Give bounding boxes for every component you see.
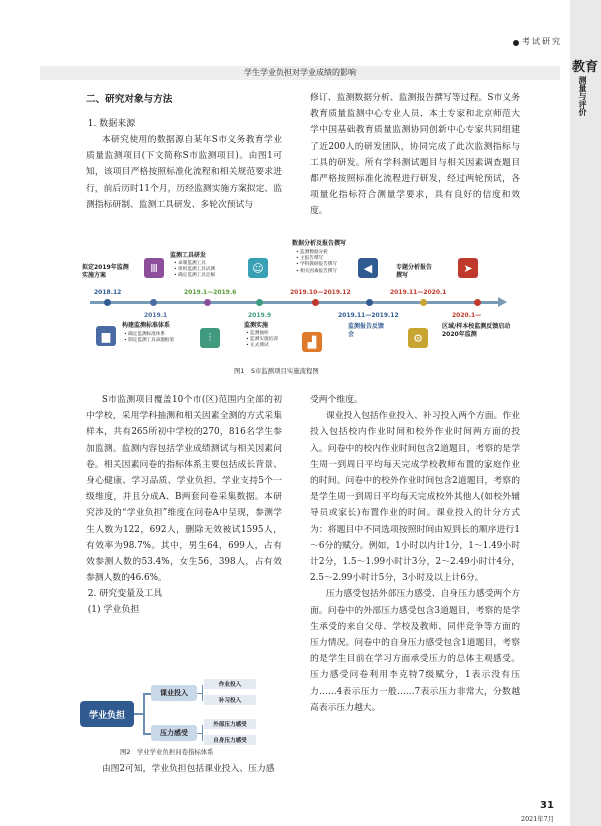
stage-date: 2019.11—2020.1: [390, 289, 447, 296]
figure-2-caption: 图2 学业学业负担问卷指标体系: [120, 748, 214, 756]
stage-items: • 监测抽样 • 监测实施培训 • 正式测试: [246, 331, 278, 350]
paragraph-figure2-intro: 由图2可知，学业负担包括课业投入、压力感: [101, 764, 275, 774]
stage-title: 监测工具研发: [170, 252, 207, 259]
timeline-dot: [104, 299, 111, 306]
sliders-icon: ⫶: [200, 328, 220, 348]
stage-date: 2019.1: [144, 312, 168, 319]
tree-leaf: 补习投入: [204, 695, 256, 705]
issue-date: 2021年7月: [521, 815, 555, 823]
running-header: [40, 66, 560, 80]
timeline-dot: [474, 299, 481, 306]
timeline-dot: [150, 299, 157, 306]
section-label: 考试研究: [522, 37, 562, 46]
stage-items: • 监测数据分析 • 主报告撰写 • 学科教研报告撰写 • 相关因素报告撰写: [296, 250, 337, 275]
tree-leaf: 作业投入: [204, 679, 256, 689]
left-column-top: [86, 92, 282, 213]
stage-title: 监测实施: [244, 322, 269, 329]
paragraph-pressure: 压力感受包括外部压力感受、自身压力感受两个方面。问卷中的外部压力感受包含3道题目，考察的是学生承受的来自父母、学校及教师、同伴竞争等方面的压力情况。问卷中的自身压力感受包含1道题目，考察的是学生目前在学习方面承受压力的总体主观感受。压力感受问卷利用李克特7级赋分，1表示没有压力……4表示压力一般……7表示压力非常大，分数越高表示压力越大。: [310, 589, 520, 713]
paragraph-continued: 修订、监测数据分析、监测报告撰写等过程。S市义务教育质量监测中心专业人员、本土专家和北京师范大学中国基础教育质量监测协同创新中心专家共同组建了近200人的研发团队，协同完成了此次监测指标与工具的研发。所有学科测试题目与相关因素调查题目都严格按照标准化流程进行研发，经过两轮预试，各项量化指标符合测量学要求，具有良好的信度和效度。: [310, 93, 520, 217]
right-column-bottom: [310, 392, 520, 716]
tree-connector: [202, 685, 203, 701]
timeline-dot: [256, 299, 263, 306]
gear-icon: ⚙: [408, 328, 428, 348]
tree-connector: [143, 693, 145, 735]
stage-date: 2019.11—2019.12: [338, 312, 399, 319]
stage-title: 构建监测标准体系: [122, 322, 171, 329]
subheading-data-source: 1. 数据来源: [87, 119, 136, 129]
paragraph-sample: S市监测项目覆盖10个市(区)范围内全部的初中学校，采用学科抽测和相关因素全测的方式采集样本，共有265所初中学校的270，816名学生参加监测。监测内容包括学业成绩测试与相关因素问卷。相关因素问卷的指标体系主要包括成长背景、身心健康、学习品质、学业负担、学业支持5个一级维度，并且分成A、B两套问卷采集数据。本研究涉及的“学业负担”维度在问卷A中呈现，参测学生人数为122，692人，删除无效被试1595人，有效率为98.7%。其中，男生64，699人，占有效参测人数的53.4%，女生56，398人，占有效参测人数的46.6%。: [86, 395, 282, 584]
left-column-last: [86, 761, 282, 777]
figure-1-caption: 图1 S市监测项目实施流程图: [234, 367, 319, 375]
folder-icon: ▆: [96, 326, 116, 346]
paragraph-coursework: 课业投入包括作业投入、补习投入两个方面。作业投入包括校内作业时间和校外作业时间两方面的投入。问卷中的校内作业时间包含2道题目，考察的是学生周一到周日平均每天完成学校教师布置的家庭作业的时间。问卷中的校外作业时间包含2道题目，考察的是学生周一到周日平均每天完成校外其他人(如校外辅导员或家长)布置作业的时间。课业投入的计分方式为：将题目中不同选项按照时间由短到长的顺序进行1～6分的赋分。例如，1小时以内计1分，1～1.49小时计2分，1.5～1.99小时计3分，2～2.49小时计4分，2.5～2.99小时计5分，3小时及以上计6分。: [310, 411, 520, 584]
stage-title: 专题分析报告撰写: [396, 264, 433, 279]
megaphone-icon: ◀: [358, 258, 378, 278]
tree-connector: [202, 725, 203, 741]
magazine-title: 教育: [572, 60, 599, 75]
magazine-subtitle: 测量与评价: [578, 76, 588, 116]
people-icon: ☺: [248, 258, 268, 278]
running-header-title: 学生学业负担对学业成绩的影响: [244, 68, 356, 77]
timeline-dot: [312, 299, 319, 306]
tree-connector: [143, 693, 151, 695]
stage-title: 监测报告反馈会: [348, 323, 385, 338]
timeline-dot: [420, 299, 427, 306]
stage-date: 2019.1—2019.6: [184, 289, 237, 296]
stage-items: • 命制监测工具 • 组织监测工具试测 • 确定监测工具定稿: [174, 261, 215, 280]
paragraph-data-source: 本研究使用的数据源自某年S市义务教育学业质量监测项目(下文简称S市监测项目)。由图1可知，该项目严格按照标准化流程和相关规范要求进行，前后历时11个月，历经监测实施方案拟定、监测指标研制、监测工具研发、多轮次预试与: [86, 135, 282, 210]
tree-root: 学业负担: [80, 701, 134, 727]
timeline-arrow: [498, 297, 507, 307]
subheading-variables: 2. 研究变量及工具: [87, 589, 163, 600]
page-number: 31: [540, 800, 554, 811]
timeline-dot: [366, 299, 373, 306]
figure-1-timeline: [80, 240, 520, 375]
stage-date: 2019.9: [248, 312, 272, 319]
stage-date: 2018.12: [94, 289, 122, 296]
stage-title: 区域/样本校监测反馈启动2020年监测: [442, 323, 511, 338]
stage-date: 2019.10—2019.12: [290, 289, 351, 296]
stage-date: 2020.1—: [452, 312, 482, 319]
tree-branch: 课业投入: [151, 685, 197, 701]
subheading-burden: (1) 学业负担: [87, 605, 140, 616]
section-marker-dot: [513, 40, 519, 46]
right-side-bar: [570, 0, 601, 826]
tree-branch: 压力感受: [151, 725, 197, 741]
bar-chart-icon: ▟: [302, 332, 322, 352]
paragraph-dimensions-end: 受两个维度。: [310, 395, 363, 405]
tree-connector: [143, 733, 151, 735]
timeline-dot: [204, 299, 211, 306]
tree-leaf: 自身压力感受: [204, 735, 256, 745]
stage-title: 数据分析及报告撰写: [292, 240, 347, 247]
tree-leaf: 外部压力感受: [204, 719, 256, 729]
books-icon: Ⅲ: [144, 258, 164, 278]
stage-title: 拟定2019年监测实施方案: [82, 264, 129, 279]
left-column-bottom: [86, 392, 282, 618]
section-heading: 二、研究对象与方法: [86, 94, 173, 105]
stage-items: • 确定监测标准体系 • 制定监测工具命题框架: [124, 332, 174, 344]
right-column-top: [310, 90, 520, 220]
paper-plane-icon: ➤: [458, 258, 478, 278]
